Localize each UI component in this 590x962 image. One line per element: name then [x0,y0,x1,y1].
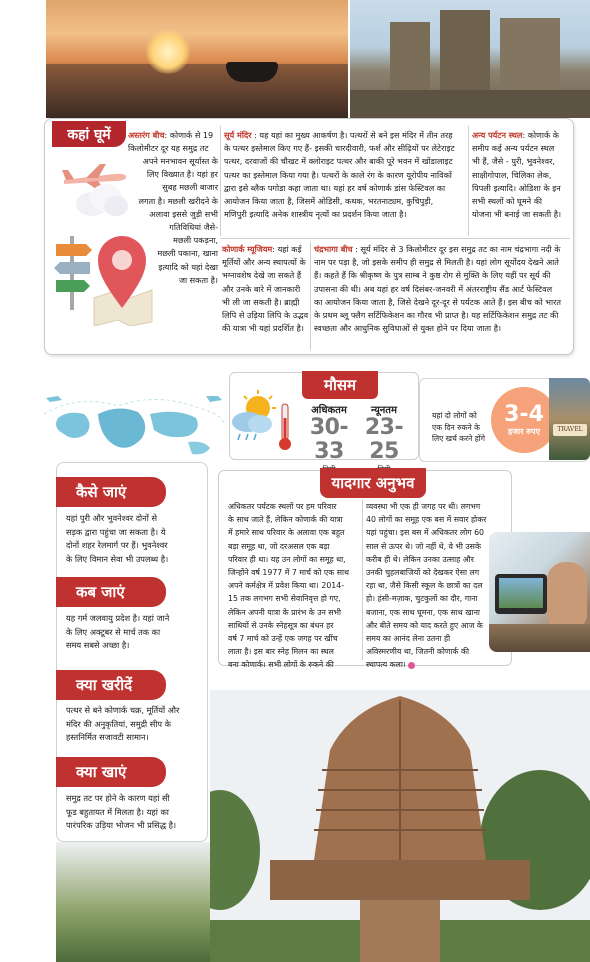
surya-mandir-text: सूर्य मंदिर : यह यहां का मुख्य आकर्षण है। पत्थरों से बने इस मंदिर में तीन तरह के पत्थर इस्तेमाल किए गए हैं- इसकी चारदीवारी, फर्श और सीढ़ियों पर लेटेराइट पत्थर, दरवाजों की चौखट में क्लोराइट पत्थर और बाकी पूरे भवन में खोंडालाइट पत्थर का इस्तेमाल किया गया है। पत्थरों के काले रंग के कारण यूरोपीय नाविकों द्वारा इसे ब्लैक पगोडा कहा जाता था। यहां हर वर्ष कोणार्क डांस फेस्टिवल का आयोजन किया जाता है, जिसमें ओडिसी, कथक, भरतनाट्यम, कुचिपुड़ी, मणिपुरी इत्यादि अनेक शास्त्रीय नृत्यों का प्रदर्शन किया जाता है। [224,130,455,220]
other-tourist-spots-text: अन्य पर्यटन स्थल: कोणार्क के समीप कई अन्य पर्यटन स्थल भी हैं, जैसे - पुरी, भुवनेश्वर, साक्षीगोपाल, चिलिका लेक, पिपली इत्यादि। ओडिशा के इन सभी स्थलों को घूमने की योजना भी बनाई जा सकती है। [472,130,562,220]
experience-column-1: अधिकतर पर्यटक स्थलों पर हम परिवार के साथ जाते हैं, लेकिन कोणार्क की यात्रा में हमारे साथ परिवार के अलावा एक बहुत बड़ा समूह था, जो दरअसल एक बड़ा परिवार ही था। यह उन लोगों का समूह था, जिन्होंने वर्ष 1977 में 7 मार्च को एक साथ अपने कर्मक्षेत्र में प्रवेश किया था। 2014- 15 तक लगभग सभी सेवानिवृत्त हो गए, लेकिन अपनी यात्रा के प्रारंभ के उन सभी साथियों से उनके स्नेहसूत्र का बंधन हर वर्ष 7 मार्च को उन्हें एक जगह पर खींच लाता है। इस बार स्नेह मिलन का स्थल बना कोणार्क। सभी लोगों के रुकने की [228,502,349,670]
chandrabhaga-beach-text: चंद्रभागा बीच : सूर्य मंदिर से 3 किलोमीटर दूर इस समुद्र तट का नाम चंद्रभागा नदी के नाम पर पड़ा है, जो इसके समीप ही समुद्र से मिलती है। यहां लोग सूर्योदय देखने आते हैं। कहते हैं कि श्रीकृष्ण के पुत्र साम्ब ने कुष्ठ रोग से मुक्ति के लिए यहीं पर सूर्य की उपासना की थी। अब यहां हर वर्ष दिसंबर-जनवरी में अंतरराष्ट्रीय सैंड आर्ट फेस्टिवल का आयोजन किया जाता है, जिसे देखने दूर-दूर से पर्यटक आते हैं। इस बीच को भारत के प्रथम ब्लू फ्लैग सर्टिफिकेशन का गौरव भी प्राप्त है। यह सर्टिफिकेशन समुद्र तट की स्वच्छता और आधुनिक सुविधाओं से युक्त होने पर दिया जाता है। [314,244,562,334]
row-divider [220,238,570,239]
camera-photo [489,532,590,652]
what-to-eat-text: समुद्र तट पर होने के कारण यहां सी फूड बहुतायत में मिलता है। यहां का पारंपरिक उड़िया भोजन भी प्रसिद्ध है। [66,793,177,830]
astarang-beach-text-cont: अपने मनभावन सूर्यास्त के लिए विख्यात है। यहां हर सुबह मछली बाजार लगता है। मछली खरीदने के अलावा इससे जुड़ी सभी गतिविधियां जैसे- मछली पकड़ना, मछली पकाना, खाना इत्यादि को यहां देखा जा सकता है। [138,156,218,285]
sun-cloud-icon [226,388,278,444]
max-temp-value: 30-33 [309,415,349,464]
travel-photo [549,378,590,460]
other-tourist-spots-heading: अन्य पर्यटन स्थल [472,130,523,140]
column-divider [362,500,363,660]
min-temp-value: 23-25 [364,415,404,464]
travel-sign: TRAVEL [553,424,587,436]
what-to-eat-tab: क्या खाएं [56,757,166,787]
experience-column-2: व्यवस्था भी एक ही जगह पर थी। लगभग 40 लोगों का समूह एक बस में सवार होकर यहां पहुंचा। इस बस में अधिकतर लोग 60 साल से ऊपर थे। जो नहीं थे, वे भी उसके करीब ही थे। लेकिन उनका उत्साह और उनकी चुहलबाजियों को देखकर ऐसा लग रहा था, जैसे किसी स्कूल के छात्रों का दल हो। हंसी-मज़ाक, चुटकुलों का दौर, गाना बजाना, एक साथ घूमना, एक साथ खाना और बीते समय को याद करते हुए आज के समय का आनंद लेना उतना ही अविस्मरणीय था, जितनी कोणार्क की स्थापत्य कला। [366,502,487,670]
cost-unit: हजार रुपए [507,426,541,436]
sun-temple-photo [210,690,590,962]
column-divider [468,126,469,236]
map-pin-icon [90,232,154,326]
max-temp-block [300,402,358,475]
thermometer-icon [276,402,294,452]
signpost-icon [52,232,94,312]
cost-description: यहां दो लोगों को एक दिन रुकने के लिए खर्च करने होंगे [432,411,486,443]
temple-ruins-photo [350,0,590,118]
weather-tab: मौसम [302,371,378,399]
world-map-icon [38,384,228,464]
where-to-visit-tab: कहां घूमें [52,121,126,147]
sunset-beach-photo [46,0,348,118]
cloud-icon [72,178,130,218]
how-to-go-tab: कैसे जाएं [56,477,166,507]
column-divider [310,242,311,350]
end-mark-icon [408,662,415,669]
min-temp-label: न्यूनतम [371,405,397,416]
max-temp-label: अधिकतम [311,405,347,416]
memorable-experience-tab: यादगार अनुभव [320,468,426,498]
astarang-beach-text: अस्तरंग बीच: कोणार्क से 19 किलोमीटर दूर यह समुद्र तट [128,130,214,154]
how-to-go-text: यहां पुरी और भुवनेश्वर दोनों से सड़क द्वारा पहुंचा जा सकता है। ये दोनों शहर रेलमार्ग पर हैं। भुवनेश्वर के लिए विमान सेवा भी उपलब्ध है। [66,513,169,564]
when-to-go-tab: कब जाएं [56,577,166,607]
what-to-buy-tab: क्या खरीदें [56,670,166,700]
when-to-go-text: यह गर्म जलवायु प्रदेश है। यहां जाने के लिए अक्टूबर से मार्च तक का समय सबसे अच्छा है। [66,613,170,650]
min-temp-block [354,402,414,475]
chandrabhaga-heading: चंद्रभागा बीच [314,244,353,254]
cost-amount: 3-4 [504,401,544,427]
surya-mandir-heading: सूर्य मंदिर [224,130,252,140]
konark-museum-text: कोणार्क म्यूजियम: यहां कई मूर्तियों और अन्य स्थापत्यों के भग्नावशेष देखे जा सकते हैं और उनके बारे में जानकारी भी ली जा सकती है। ब्राह्मी लिपि से उड़िया लिपि के उद्भव की यात्रा भी यहां प्रदर्शित है। [222,244,309,334]
cost-badge [491,387,557,453]
garden-photo [56,842,210,962]
what-to-buy-text: पत्थर से बने कोणार्क चक्र, मूर्तियों और मंदिर की अनुकृतियां, समुद्री सीप के हस्तनिर्मित सजावटी सामान। [66,705,180,742]
konark-museum-heading: कोणार्क म्यूजियम [222,244,273,254]
astarang-heading: अस्तरंग बीच [128,130,165,140]
column-divider [220,126,221,236]
